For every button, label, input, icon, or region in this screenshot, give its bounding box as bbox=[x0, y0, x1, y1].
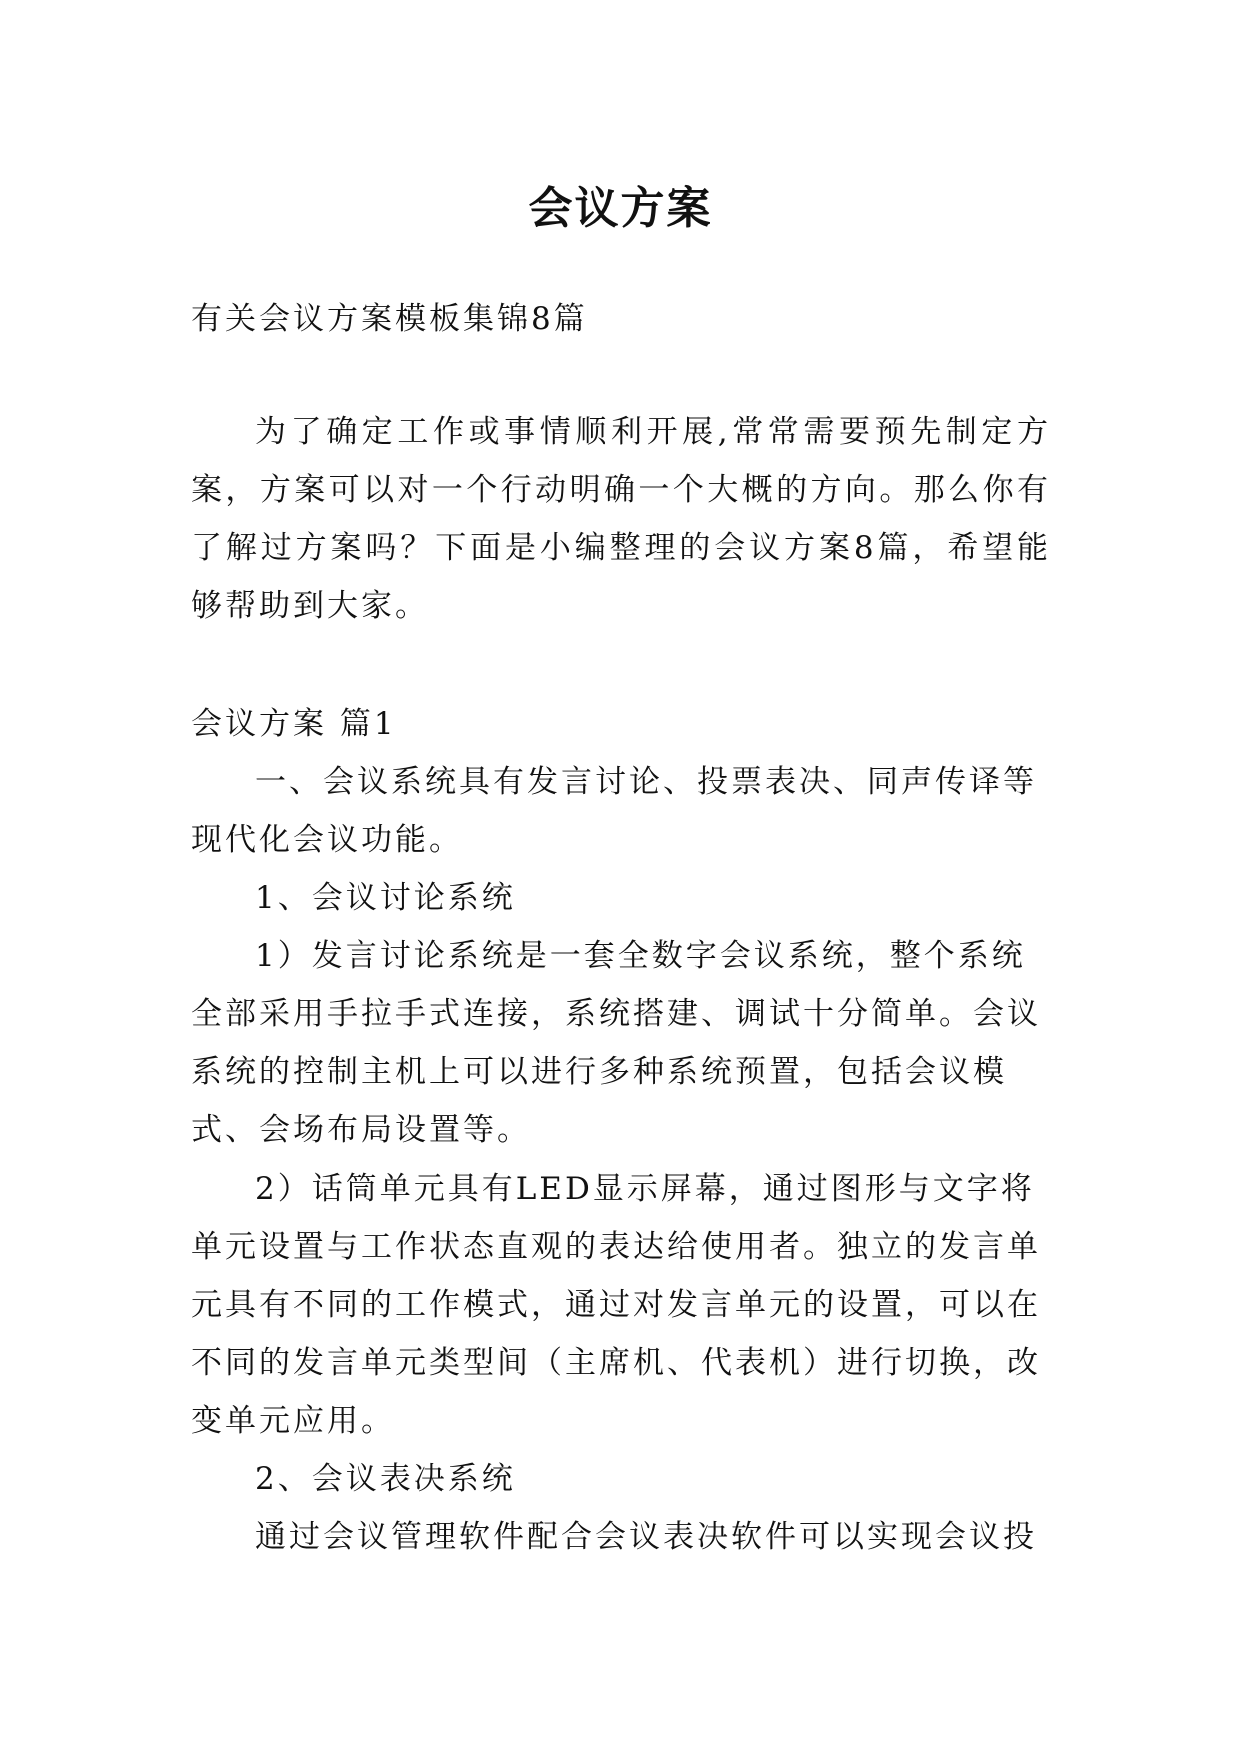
section-heading: 会议方案 篇1 bbox=[191, 706, 397, 742]
paragraph-voting-heading: 2、会议表决系统 bbox=[255, 1461, 516, 1497]
paragraph-overview: 一、会议系统具有发言讨论、投票表决、同声传译等现代化会议功能。 bbox=[191, 764, 1037, 858]
document-subtitle: 有关会议方案模板集锦8篇 bbox=[191, 301, 588, 337]
paragraph-discussion-heading: 1、会议讨论系统 bbox=[255, 880, 516, 916]
paragraph-voting-system: 通过会议管理软件配合会议表决软件可以实现会议投 bbox=[255, 1519, 1037, 1555]
paragraph-discussion-system: 1）发言讨论系统是一套全数字会议系统，整个系统全部采用手拉手式连接，系统搭建、调试十分简单。会议系统的控制主机上可以进行多种系统预置，包括会议模式、会场布局设置等。 bbox=[191, 938, 1041, 1148]
intro-paragraph: 为了确定工作或事情顺利开展,常常需要预先制定方案，方案可以对一个行动明确一个大概的方向。那么你有了解过方案吗？下面是小编整理的会议方案8篇，希望能够帮助到大家。 bbox=[191, 414, 1051, 624]
page-title: 会议方案 bbox=[528, 183, 713, 235]
paragraph-microphone-unit: 2）话筒单元具有LED显示屏幕，通过图形与文字将单元设置与工作状态直观的表达给使用者。独立的发言单元具有不同的工作模式，通过对发言单元的设置，可以在不同的发言单元类型间（主席机、代表机）进行切换，改变单元应用。 bbox=[191, 1171, 1041, 1439]
